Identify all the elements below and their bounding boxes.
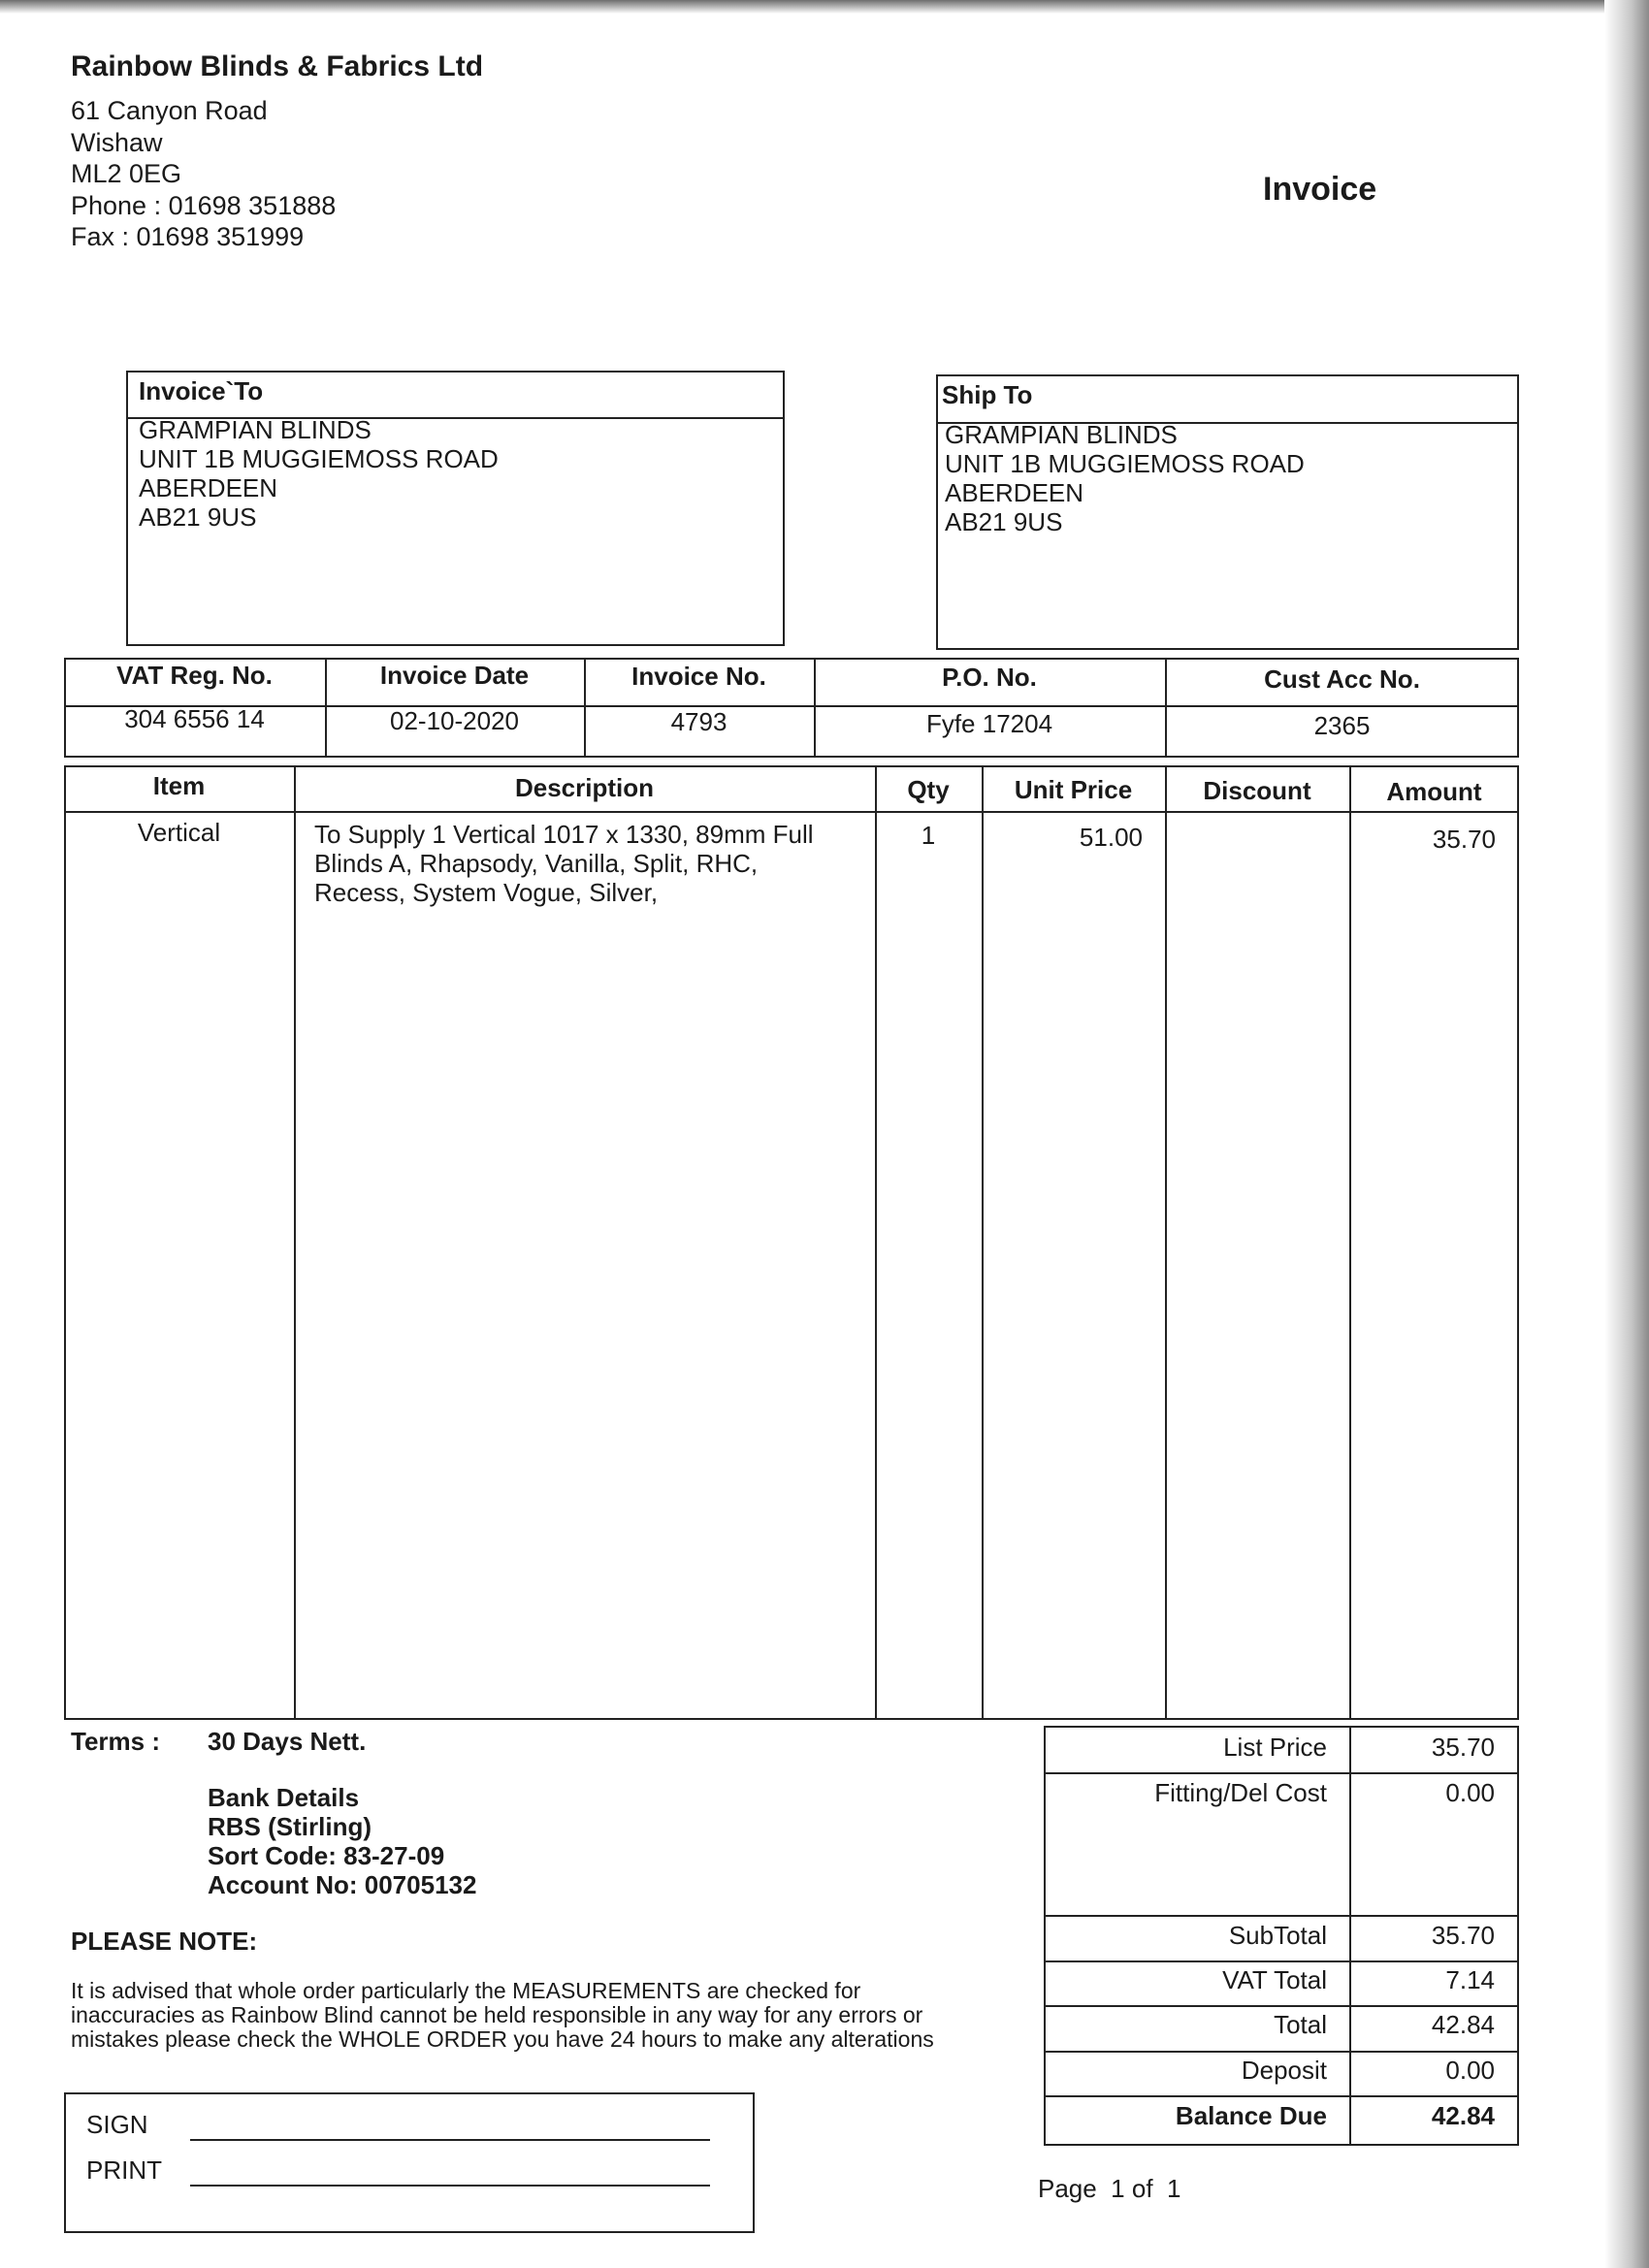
- deposit-value: 0.00: [1445, 2056, 1495, 2085]
- sign-label: SIGN: [86, 2110, 148, 2139]
- info-value-cust-acc-no: 2365: [1313, 711, 1371, 740]
- fitting-del-cost-label: Fitting/Del Cost: [1154, 1778, 1327, 1807]
- vat-total-value: 7.14: [1445, 1965, 1495, 1994]
- terms-value: 30 Days Nett.: [208, 1727, 367, 1756]
- items-column-divider: [1165, 765, 1167, 1720]
- invoice-to-line-3: ABERDEEN: [139, 473, 278, 502]
- balance-due-value: 42.84: [1431, 2101, 1495, 2130]
- info-header-vat-reg: VAT Reg. No.: [116, 661, 273, 690]
- terms-label: Terms :: [71, 1727, 160, 1756]
- table-row-description-line-1: To Supply 1 Vertical 1017 x 1330, 89mm Full: [314, 820, 814, 849]
- invoice-to-line-1: GRAMPIAN BLINDS: [139, 415, 372, 444]
- info-value-vat-reg: 304 6556 14: [124, 704, 265, 733]
- balance-due-label: Balance Due: [1175, 2101, 1327, 2130]
- invoice-to-heading: Invoice`To: [139, 376, 264, 405]
- items-column-divider: [982, 765, 984, 1720]
- items-column-divider: [1349, 765, 1351, 1720]
- deposit-label: Deposit: [1241, 2056, 1327, 2085]
- company-postcode: ML2 0EG: [71, 159, 182, 188]
- totals-row-divider: [1044, 2005, 1519, 2007]
- items-column-divider: [294, 765, 296, 1720]
- list-price-value: 35.70: [1431, 1733, 1495, 1762]
- sign-line[interactable]: [190, 2139, 710, 2141]
- table-row-amount: 35.70: [1432, 825, 1496, 854]
- note-line-1: It is advised that whole order particularly the MEASUREMENTS are checked for: [71, 1978, 861, 2003]
- ship-to-line-1: GRAMPIAN BLINDS: [945, 420, 1178, 449]
- note-heading: PLEASE NOTE:: [71, 1927, 258, 1956]
- totals-row-divider: [1044, 2051, 1519, 2053]
- bank-name: RBS (Stirling): [208, 1812, 372, 1841]
- info-value-invoice-no: 4793: [670, 707, 728, 736]
- items-header-divider: [64, 811, 1519, 813]
- ship-to-line-4: AB21 9US: [945, 507, 1063, 536]
- fitting-del-cost-value: 0.00: [1445, 1778, 1495, 1807]
- subtotal-label: SubTotal: [1228, 1921, 1327, 1950]
- print-label: PRINT: [86, 2155, 162, 2185]
- invoice-to-line-4: AB21 9US: [139, 502, 257, 532]
- ship-to-line-2: UNIT 1B MUGGIEMOSS ROAD: [945, 449, 1305, 478]
- items-header-amount: Amount: [1386, 777, 1482, 806]
- info-header-invoice-no: Invoice No.: [631, 662, 766, 691]
- table-row-description-line-2: Blinds A, Rhapsody, Vanilla, Split, RHC,: [314, 849, 759, 878]
- ship-to-line-3: ABERDEEN: [945, 478, 1084, 507]
- items-header-discount: Discount: [1203, 776, 1311, 805]
- note-line-3: mistakes please check the WHOLE ORDER you have 24 hours to make any alterations: [71, 2026, 934, 2052]
- totals-row-divider: [1044, 1960, 1519, 1962]
- ship-to-heading: Ship To: [942, 380, 1033, 409]
- scan-edge-right: [1604, 0, 1649, 2268]
- company-address-line-1: 61 Canyon Road: [71, 96, 268, 125]
- subtotal-value: 35.70: [1431, 1921, 1495, 1950]
- signature-box: [64, 2092, 755, 2233]
- items-header-item: Item: [152, 771, 206, 800]
- table-row-item: Vertical: [137, 818, 221, 847]
- vat-total-label: VAT Total: [1222, 1965, 1327, 1994]
- totals-row-divider: [1044, 1915, 1519, 1917]
- items-header-unit-price: Unit Price: [1014, 775, 1133, 804]
- bank-sort-code: Sort Code: 83-27-09: [208, 1841, 445, 1870]
- company-address-line-2: Wishaw: [71, 128, 163, 157]
- table-row-qty: 1: [921, 821, 936, 850]
- list-price-label: List Price: [1223, 1733, 1327, 1762]
- info-value-invoice-date: 02-10-2020: [390, 706, 519, 735]
- items-header-description: Description: [514, 773, 655, 802]
- print-line[interactable]: [190, 2185, 710, 2187]
- invoice-to-line-2: UNIT 1B MUGGIEMOSS ROAD: [139, 444, 499, 473]
- totals-row-divider: [1044, 2095, 1519, 2097]
- items-header-qty: Qty: [907, 775, 950, 804]
- total-value: 42.84: [1431, 2010, 1495, 2039]
- items-column-divider: [875, 765, 877, 1720]
- table-row-description-line-3: Recess, System Vogue, Silver,: [314, 878, 659, 907]
- info-header-po-no: P.O. No.: [942, 663, 1037, 692]
- items-table: [64, 765, 1519, 1720]
- document-title: Invoice: [1263, 171, 1377, 208]
- page-number: Page 1 of 1: [1038, 2174, 1181, 2203]
- info-header-invoice-date: Invoice Date: [379, 661, 530, 690]
- table-row-unit-price: 51.00: [1079, 823, 1143, 852]
- company-name: Rainbow Blinds & Fabrics Ltd: [71, 50, 484, 82]
- info-header-cust-acc-no: Cust Acc No.: [1264, 664, 1420, 694]
- scan-edge-top: [0, 0, 1649, 14]
- note-line-2: inaccuracies as Rainbow Blind cannot be held responsible in any way for any errors or: [71, 2002, 923, 2027]
- totals-row-divider: [1044, 1772, 1519, 1774]
- company-fax: Fax : 01698 351999: [71, 222, 305, 251]
- bank-heading: Bank Details: [208, 1783, 360, 1812]
- total-label: Total: [1274, 2010, 1327, 2039]
- company-phone: Phone : 01698 351888: [71, 191, 337, 220]
- bank-account-number: Account No: 00705132: [208, 1870, 477, 1899]
- info-value-po-no: Fyfe 17204: [925, 709, 1053, 738]
